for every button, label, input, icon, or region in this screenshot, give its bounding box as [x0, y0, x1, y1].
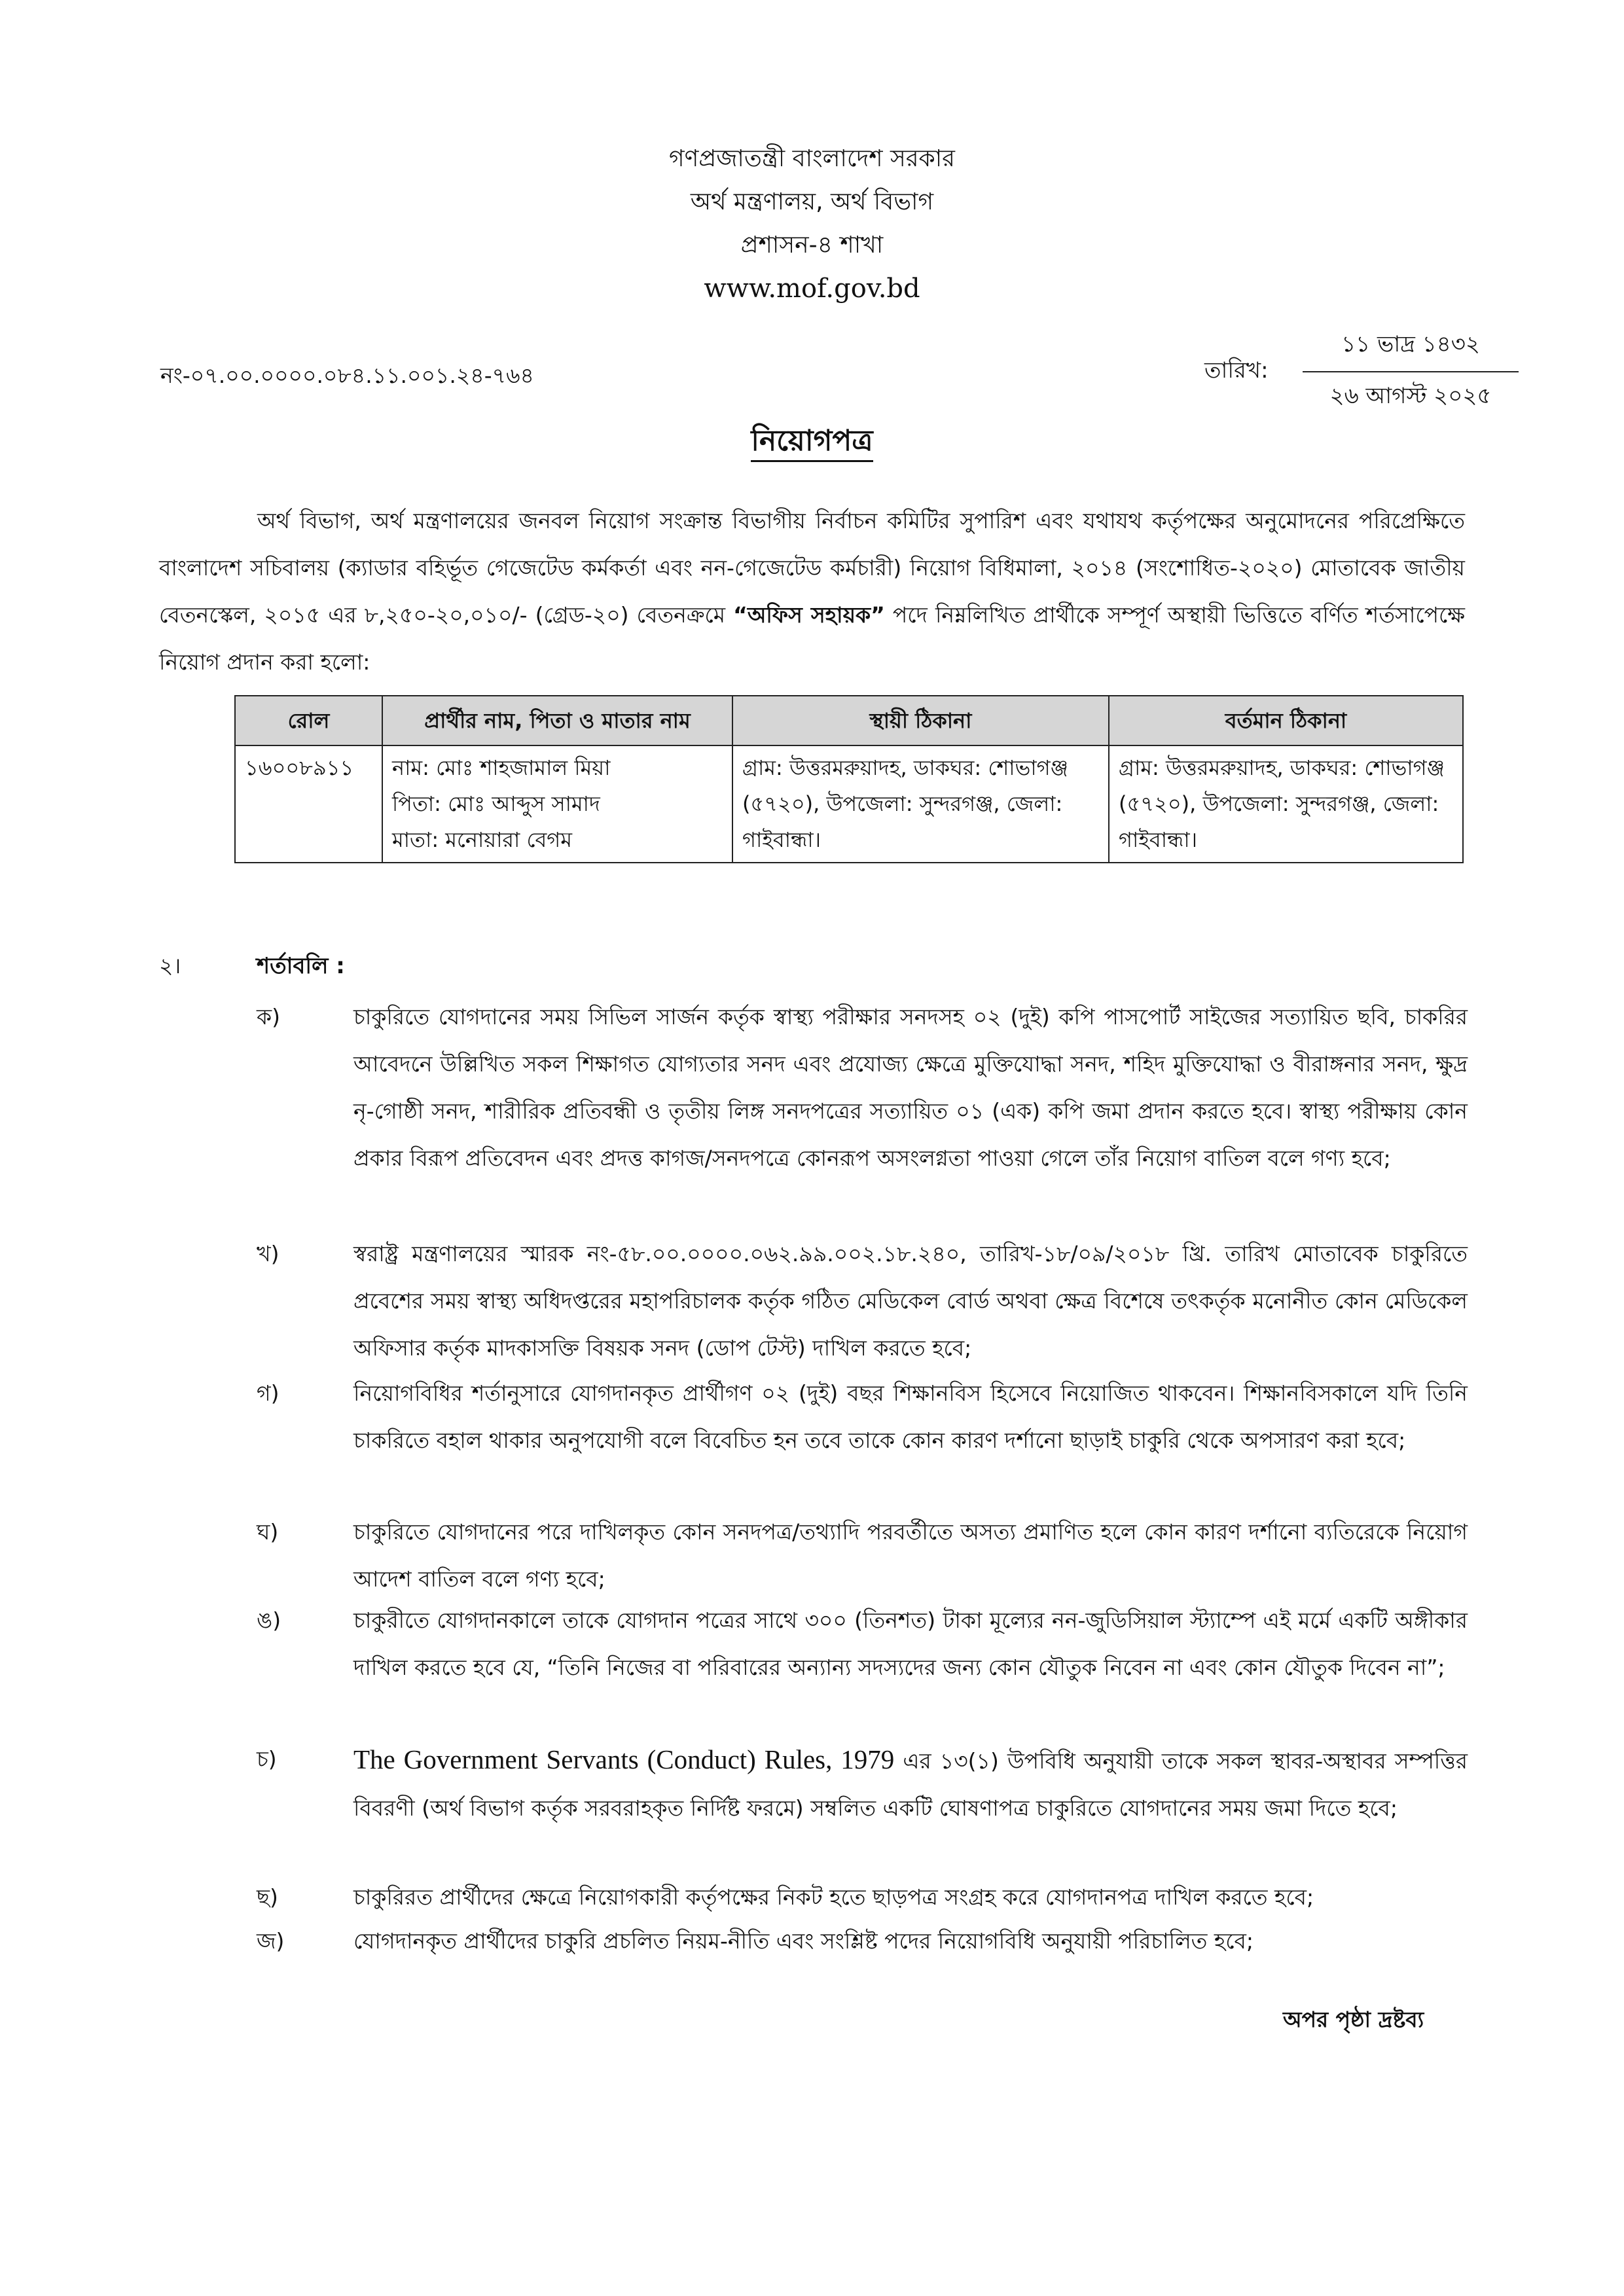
table-header-row	[235, 696, 1463, 745]
candidate-father: পিতা: মোঃ আব্দুস সামাদ	[392, 791, 600, 816]
condition-label: চ)	[257, 1746, 277, 1772]
condition-label: ক)	[257, 1004, 280, 1030]
memo-number: নং-০৭.০০.০০০০.০৮৪.১১.০০১.২৪-৭৬৪	[160, 363, 534, 388]
header-permanent-address: স্থায়ী ঠিকানা	[732, 696, 1109, 745]
ministry-name: অর্থ মন্ত্রণালয়, অর্থ বিভাগ	[690, 188, 934, 215]
condition-text: চাকুরিতে যোগদানের পরে দাখিলকৃত কোন সনদপত্র/তথ্যাদি পরবর্তীতে অসত্য প্রমাণিত হলে কোন কারণ দর্শানো ব্যতিরেকে নিয়োগ আদেশ বাতিল বলে গণ্য হবে;	[353, 1519, 1468, 1592]
condition-item	[257, 1370, 1468, 1464]
rules-title-english: The Government Servants (Conduct) Rules, 1979	[353, 1744, 895, 1774]
cell-permanent-address: গ্রাম: উত্তরমরুয়াদহ, ডাকঘর: শোভাগঞ্জ (৫৭২০), উপজেলা: সুন্দরগঞ্জ, জেলা: গাইবান্ধা।	[732, 745, 1109, 863]
candidate-name: নাম: মোঃ শাহজামাল মিয়া	[392, 755, 611, 780]
condition-item	[257, 1736, 1468, 1832]
section-number: ২।	[159, 953, 181, 978]
candidate-table	[234, 695, 1464, 863]
website-link[interactable]: www.mof.gov.bd	[704, 274, 920, 304]
condition-label: জ)	[257, 1928, 285, 1954]
condition-text: চাকুরিতে যোগদানের সময় সিভিল সার্জন কর্তৃক স্বাস্থ্য পরীক্ষার সনদসহ ০২ (দুই) কপি পাসপোর্ট সাইজের সত্যায়িত ছবি, চাকরির আবেদনে উল্লিখিত সকল শিক্ষাগত যোগ্যতার সনদ এবং প্রযোজ্য ক্ষেত্রে মুক্তিযোদ্ধা সনদ, শহিদ মুক্তিযোদ্ধা ও বীরাঙ্গনার সনদ, ক্ষুদ্র নৃ-গোষ্ঠী সনদ, শারীরিক প্রতিবন্ধী ও তৃতীয় লিঙ্গ সনদপত্রের সত্যায়িত ০১ (এক) কপি জমা প্রদান করতে হবে। স্বাস্থ্য পরীক্ষায় কোন প্রকার বিরূপ প্রতিবেদন এবং প্রদত্ত কাগজ/সনদপত্রে কোনরূপ অসংলগ্নতা পাওয়া গেলে তাঁর নিয়োগ বাতিল বলে গণ্য হবে;	[353, 1004, 1468, 1171]
condition-label: ঙ)	[257, 1607, 281, 1633]
condition-text-rest: এর ১৩(১) উপবিধি অনুযায়ী তাকে সকল স্থাবর-অস্থাবর সম্পত্তির বিবরণী (অর্থ বিভাগ কর্তৃক সরবরাহকৃত নির্দিষ্ট ফরমে) সম্বলিত একটি ঘোষণাপত্র চাকুরিতে যোগদানের সময় জমা দিতে হবে;	[353, 1748, 1468, 1821]
cell-roll: ১৬০০৮৯১১	[235, 745, 382, 863]
govt-name: গণপ্রজাতন্ত্রী বাংলাদেশ সরকার	[668, 145, 955, 172]
header-name: প্রার্থীর নাম, পিতা ও মাতার নাম	[382, 696, 732, 745]
condition-text: স্বরাষ্ট্র মন্ত্রণালয়ের স্মারক নং-৫৮.০০.০০০০.০৬২.৯৯.০০২.১৮.২৪০, তারিখ-১৮/০৯/২০১৮ খ্রি. তারিখ মোতাবেক চাকুরিতে প্রবেশের সময় স্বাস্থ্য অধিদপ্তরের মহাপরিচালক কর্তৃক গঠিত মেডিকেল বোর্ড অথবা ক্ষেত্র বিশেষে তৎকর্তৃক মনোনীত কোন মেডিকেল অফিসার কর্তৃক মাদকাসক্তি বিষয়ক সনদ (ডোপ টেস্ট) দাখিল করতে হবে;	[353, 1241, 1468, 1361]
post-name: “অফিস সহায়ক”	[733, 602, 885, 628]
branch-name: প্রশাসন-৪ শাখা	[740, 232, 884, 259]
condition-label: খ)	[257, 1241, 280, 1266]
condition-item	[257, 1874, 1468, 1921]
condition-label: ছ)	[257, 1884, 278, 1910]
condition-label: গ)	[257, 1380, 280, 1406]
date-label: তারিখ:	[1204, 357, 1269, 384]
condition-label: ঘ)	[257, 1519, 279, 1545]
condition-item	[257, 1230, 1468, 1372]
intro-paragraph	[159, 497, 1465, 686]
intro-text-after: পদে নিম্নলিখিত প্রার্থীকে সম্পূর্ণ অস্থায়ী ভিত্তিতে বর্ণিত শর্তসাপেক্ষে নিয়োগ প্রদান করা হলো:	[159, 602, 1465, 675]
condition-text: নিয়োগবিধির শর্তানুসারে যোগদানকৃত প্রার্থীগণ ০২ (দুই) বছর শিক্ষানবিস হিসেবে নিয়োজিত থাকবেন। শিক্ষানবিসকালে যদি তিনি চাকরিতে বহাল থাকার অনুপযোগী বলে বিবেচিত হন তবে তাকে কোন কারণ দর্শানো ছাড়াই চাকুরি থেকে অপসারণ করা হবে;	[353, 1380, 1468, 1453]
condition-text: যোগদানকৃত প্রার্থীদের চাকুরি প্রচলিত নিয়ম-নীতি এবং সংশ্লিষ্ট পদের নিয়োগবিধি অনুযায়ী পরিচালিত হবে;	[353, 1928, 1254, 1954]
candidate-mother: মাতা: মনোয়ারা বেগম	[392, 827, 573, 852]
table-row	[235, 745, 1463, 863]
date-gregorian: ২৬ আগস্ট ২০২৫	[1329, 383, 1492, 409]
condition-text	[353, 1736, 1468, 1832]
condition-item	[257, 1918, 1468, 1965]
cell-present-address: গ্রাম: উত্তরমরুয়াদহ, ডাকঘর: শোভাগঞ্জ (৫৭২০), উপজেলা: সুন্দরগঞ্জ, জেলা: গাইবান্ধা।	[1109, 745, 1463, 863]
condition-item	[257, 1509, 1468, 1603]
next-page-note: অপর পৃষ্ঠা দ্রষ্টব্য	[1283, 2007, 1424, 2032]
letterhead	[0, 137, 1624, 310]
date-stack	[1303, 327, 1519, 416]
header-roll: রোল	[235, 696, 382, 745]
condition-item	[257, 994, 1468, 1182]
intro-text-before: অর্থ বিভাগ, অর্থ মন্ত্রণালয়ের জনবল নিয়োগ সংক্রান্ত বিভাগীয় নির্বাচন কমিটির সুপারিশ এবং যথাযথ কর্তৃপক্ষের অনুমোদনের পরিপ্রেক্ষিতে বাংলাদেশ সচিবালয় (ক্যাডার বহির্ভূত গেজেটেড কর্মকর্তা এবং নন-গেজেটেড কর্মচারী) নিয়োগ বিধিমালা, ২০১৪ (সংশোধিত-২০২০) মোতাবেক জাতীয় বেতনস্কেল, ২০১৫ এর ৮,২৫০-২০,০১০/- (গ্রেড-২০) বেতনক্রমে	[159, 508, 1465, 628]
condition-item	[257, 1597, 1468, 1691]
cell-name	[382, 745, 732, 863]
section-title: শর্তাবলি :	[257, 953, 345, 979]
title-text: নিয়োগপত্র	[751, 424, 873, 462]
header-present-address: বর্তমান ঠিকানা	[1109, 696, 1463, 745]
condition-text: চাকুরিরত প্রার্থীদের ক্ষেত্রে নিয়োগকারী কর্তৃপক্ষের নিকট হতে ছাড়পত্র সংগ্রহ করে যোগদানপত্র দাখিল করতে হবে;	[353, 1884, 1314, 1910]
condition-text: চাকুরীতে যোগদানকালে তাকে যোগদান পত্রের সাথে ৩০০ (তিনশত) টাকা মূল্যের নন-জুডিসিয়াল স্ট্যাম্পে এই মর্মে একটি অঙ্গীকার দাখিল করতে হবে যে, “তিনি নিজের বা পরিবারের অন্যান্য সদস্যদের জন্য কোন যৌতুক নিবেন না এবং কোন যৌতুক দিবেন না”;	[353, 1607, 1468, 1680]
date-bangla: ১১ ভাদ্র ১৪৩২	[1303, 327, 1519, 372]
page-title	[0, 419, 1624, 467]
